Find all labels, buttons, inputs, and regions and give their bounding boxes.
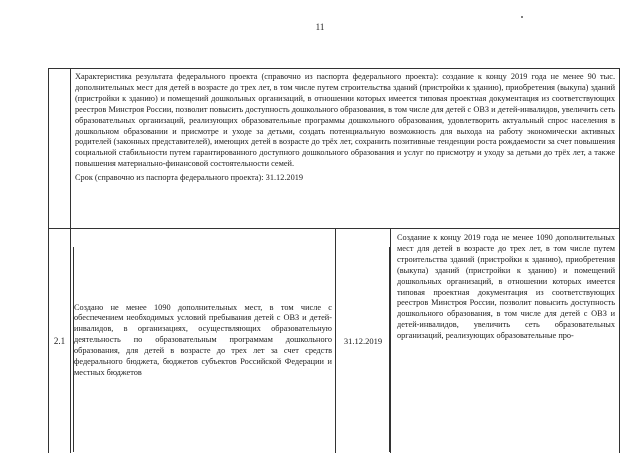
result-details: Создание к концу 2019 года не менее 1090 дополнительных мест для детей в возрасте до трех лет, в том числе путем строительства зданий (пристройки к зданию), приобретения (выкупа) зданий (пристройки к зданию) и помещений дошкольных организаций, в отношении которых имеется типовая проектная документация из соответствующих реестров Минстроя России, позволит повысить доступность дошкольного образования, в том числе для детей с ОВЗ и детей-инвалидов, увеличить сеть образовательных организаций, реализующих образовательные про- — [397, 233, 616, 341]
column-rule — [73, 247, 74, 452]
result-date: 31.12.2019 — [336, 229, 391, 453]
federal-project-row — [49, 69, 620, 229]
federal-project-description: Характеристика результата федерального проекта (справочно из паспорта федерального проекта): создание к концу 2019 года не менее 90 тыс. дополнительных мест для детей в возрасте до трех лет, в том числе путем строительства зданий (пристройки к зданию), приобретения (выкупа) зданий (пристройки к зданию) и помещений дошкольных организаций, в отношении которых имеется типовая проектная документация из соответствующих реестров Минстроя России, позволит повысить доступность дошкольного образования, в том числе для детей с ОВЗ и детей-инвалидов, увеличить сеть образовательных организаций, реализующих образовательные программы дошкольного образования, удовлетворить актуальный спрос населения в дошкольном образовании и присмотре и уходе за детьми, создать потенциальную возможность для выхода на работу экономически активных родителей (законных представителей), имеющих детей в возрасте до трёх лет, сохранить позитивные тенденции роста рождаемости за счет повышения социальной стабильности путем гарантированного доступного дошкольного образования и услуг по присмотру и уходу за детьми до трёх лет, а также повышения материально-финансовой состоятельности семей. — [75, 72, 616, 169]
result-row — [49, 229, 620, 453]
result-details-cell — [391, 229, 620, 453]
column-rule — [389, 247, 390, 452]
result-cell — [71, 229, 336, 453]
federal-project-deadline: Срок (справочно из паспорта федерального проекта): 31.12.2019 — [75, 173, 304, 183]
page-number: 11 — [315, 22, 325, 32]
item-number: 2.1 — [49, 229, 71, 453]
result-text: Создано не менее 1090 дополнительных мест, в том числе с обеспечением необходимых условий пребывания детей с ОВЗ и детей-инвалидов, в организациях, осуществляющих образовательную деятельность по образовательным программам дошкольного образования, для детей в возрасте до трех лет за счет средств федерального бюджета, бюджетов субъектов Российской Федерации и местных бюджетов — [74, 302, 332, 378]
scan-speck — [521, 16, 523, 18]
federal-project-description-cell — [71, 69, 620, 229]
empty-number-cell — [49, 69, 71, 229]
project-results-table — [48, 68, 620, 453]
